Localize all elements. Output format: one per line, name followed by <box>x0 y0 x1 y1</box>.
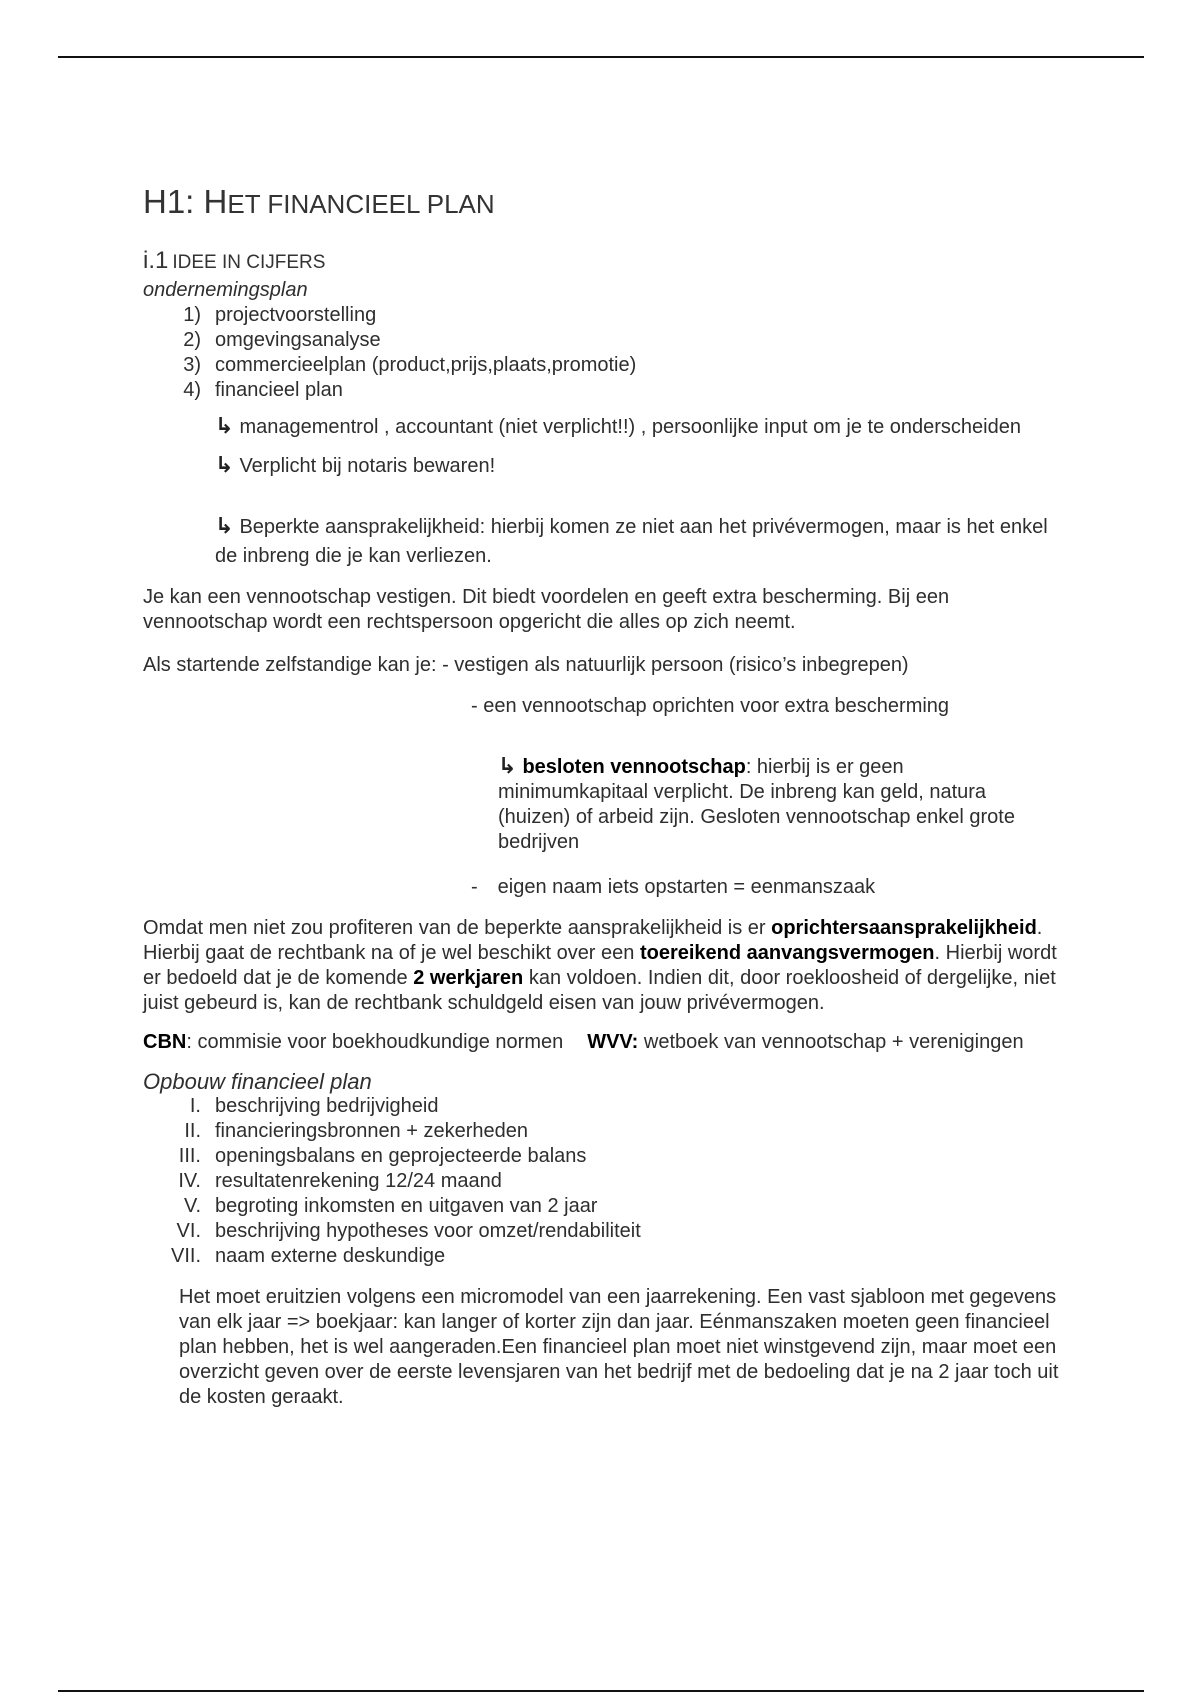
wvv-term: WVV: <box>587 1031 639 1053</box>
list-item: 4) financieel plan <box>183 379 343 401</box>
option-vennootschap: - een vennootschap oprichten voor extra bescherming <box>471 695 950 717</box>
list-item: III. openingsbalans en geprojecteerde balans <box>178 1145 587 1167</box>
list-item: V. begroting inkomsten en uitgaven van 2 jaar <box>183 1195 598 1217</box>
abbreviations: CBN: commisie voor boekhoudkundige normen WVV: wetboek van vennootschap + verenigingen <box>143 1031 1024 1053</box>
list-item: IV. resultatenrekening 12/24 maand <box>178 1170 502 1192</box>
arrow-icon: ↳ <box>215 452 234 477</box>
paragraph-oprichtersaansprakelijkheid: Omdat men niet zou profiteren van de beperkte aansprakelijkheid is er oprichtersaansprakelijkheid. Hierbij gaat de rechtbank na of je wel beschikt over een toereikend aanvangsvermogen. Hierbij wordt er bedoeld dat je de komende 2 werkjaren kan voldoen. Indien dit, door roekloosheid of dergelijke, niet juist gebeurd is, kan de rechtbank schuldgeld eisen van jouw privévermogen. <box>143 917 1057 1014</box>
list-item: 1) projectvoorstelling <box>183 304 377 326</box>
paragraph-vennootschap: Je kan een vennootschap vestigen. Dit biedt voordelen en geeft extra bescherming. Bij een vennootschap wordt een rechtspersoon opgericht die alles op zich neemt. <box>143 586 950 633</box>
list-item: VII. naam externe deskundige <box>170 1245 446 1267</box>
bv-note: ↳ besloten vennootschap: hierbij is er geen minimumkapitaal verplicht. De inbreng kan geld, natura (huizen) of arbeid zijn. Gesloten vennootschap enkel grote bedrijven <box>498 753 1015 853</box>
subheading-opbouw: Opbouw financieel plan <box>143 1069 372 1094</box>
plan-list <box>143 303 1063 403</box>
option-eenmanszaak: - eigen naam iets opstarten = eenmanszaak <box>471 876 876 898</box>
list-item: II. financieringsbronnen + zekerheden <box>184 1120 528 1142</box>
cbn-term: CBN <box>143 1031 187 1053</box>
section-heading: i.1 IDEE IN CIJFERS <box>143 247 326 274</box>
list-item: 2) omgevingsanalyse <box>183 329 381 351</box>
paragraph-micromodel: Het moet eruitzien volgens een micromodel van een jaarrekening. Een vast sjabloon met gegevens van elk jaar => boekjaar: kan langer of korter zijn dan jaar. Eénmanszaken moeten geen financieel plan hebben, het is wel aangeraden.Een financieel plan moet niet winstgevend zijn, maar moet een overzicht geven over de eerste levensjaren van het bedrijf met de bedoeling dat je na 2 jaar toch uit de kosten geraakt. <box>179 1286 1059 1408</box>
arrow-icon: ↳ <box>215 413 234 438</box>
arrow-note-notaris: ↳ Verplicht bij notaris bewaren! <box>215 452 496 477</box>
opbouw-list <box>143 1094 1063 1269</box>
top-rule <box>58 56 1144 58</box>
list-item: 3) commercieelplan (product,prijs,plaats,promotie) <box>183 354 637 376</box>
arrow-note-aansprakelijkheid: ↳ Beperkte aansprakelijkheid: hierbij komen ze niet aan het privévermogen, maar is het enkel de inbreng die je kan verliezen. <box>215 513 1048 567</box>
document-page <box>143 182 1063 1410</box>
subheading-ondernemingsplan: ondernemingsplan <box>143 279 308 301</box>
arrow-icon: ↳ <box>215 513 234 538</box>
paragraph-startende: Als startende zelfstandige kan je: - vestigen als natuurlijk persoon (risico’s inbegrepen) <box>143 654 909 676</box>
arrow-note-accountant: ↳ managementrol , accountant (niet verplicht!!) , persoonlijke input om je te onderscheiden <box>215 413 1021 438</box>
arrow-icon: ↳ <box>498 753 517 778</box>
bottom-rule <box>58 1690 1144 1692</box>
list-item: VI. beschrijving hypotheses voor omzet/rendabiliteit <box>176 1220 641 1242</box>
bv-term: besloten vennootschap <box>522 756 746 778</box>
list-item: I. beschrijving bedrijvigheid <box>189 1095 439 1117</box>
page-title: H1: HET FINANCIEEL PLAN <box>143 183 495 220</box>
